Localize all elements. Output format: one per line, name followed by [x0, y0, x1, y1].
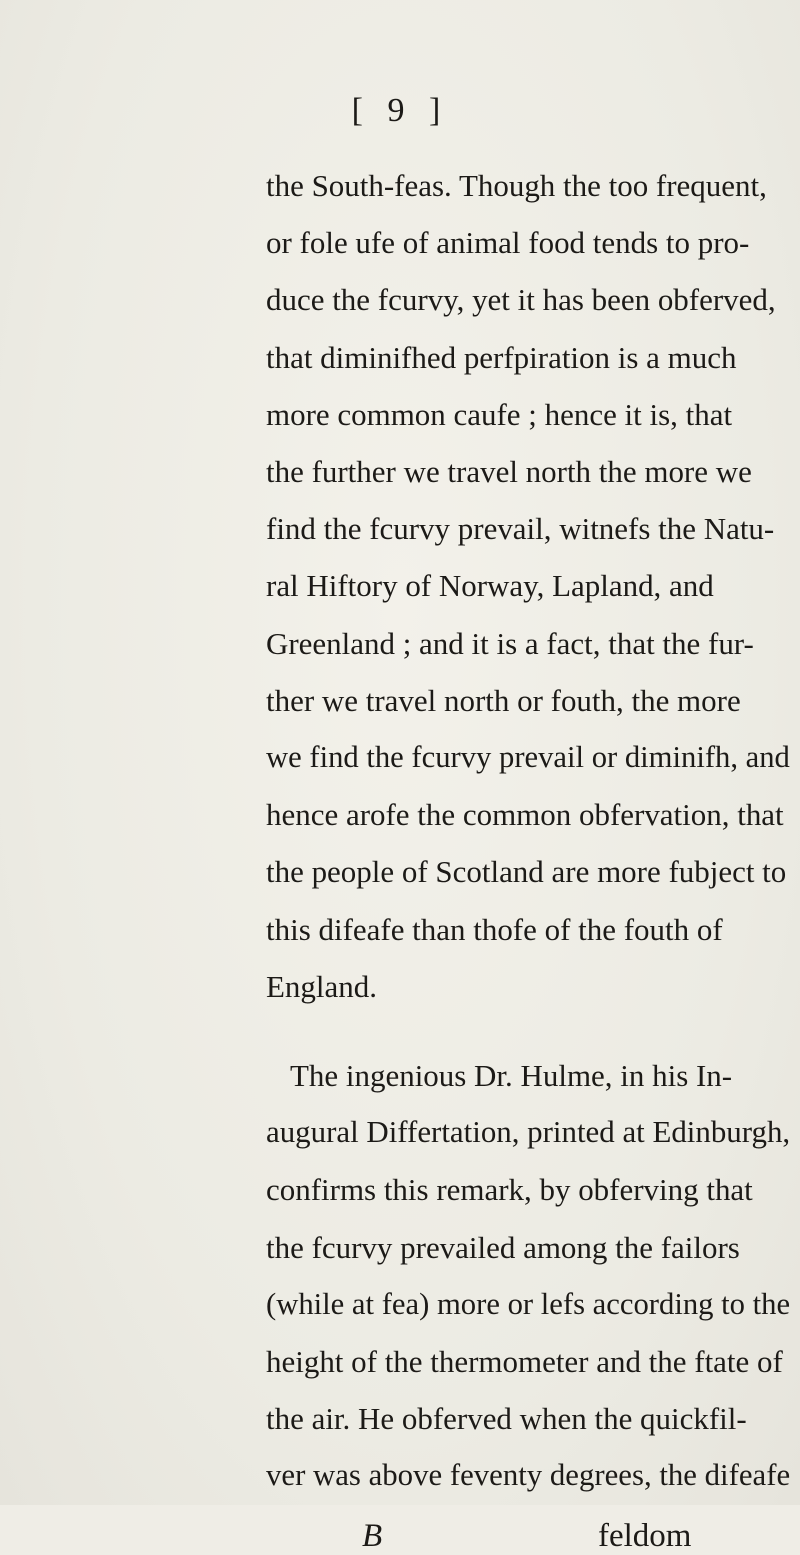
- text-line: this difeafe than thofe of the fouth of: [266, 911, 723, 947]
- text-line: or fole ufe of animal food tends to pro-: [266, 225, 750, 261]
- text-line: The ingenious Dr. Hulme, in his In-: [290, 1058, 733, 1093]
- text-line: we find the fcurvy prevail or diminifh, and: [266, 740, 790, 774]
- text-line: augural Differtation, printed at Edinburgh,: [266, 1114, 791, 1150]
- text-line: ther we travel north or fouth, the more: [266, 682, 741, 718]
- text-line: hence arofe the common obfervation, that: [266, 797, 784, 833]
- signature-mark: B: [362, 1517, 383, 1554]
- text-line: the air. He obferved when the quickfil-: [266, 1401, 747, 1437]
- text-line: find the fcurvy prevail, witnefs the Natu-: [266, 511, 775, 547]
- text-line: Greenland ; and it is a fact, that the fur-: [266, 625, 754, 661]
- text-line: England.: [266, 968, 377, 1004]
- text-line: (while at fea) more or lefs according to the: [266, 1286, 791, 1321]
- text-line: the further we travel north the more we: [266, 454, 752, 489]
- text-line: more common caufe ; hence it is, that: [266, 396, 733, 432]
- text-line: ral Hiftory of Norway, Lapland, and: [266, 568, 714, 604]
- text-line: the fcurvy prevailed among the failors: [266, 1229, 740, 1265]
- text-line: that diminifhed perfpiration is a much: [266, 339, 737, 375]
- text-line: duce the fcurvy, yet it has been obferved,: [266, 282, 776, 318]
- text-line: confirms this remark, by obferving that: [266, 1172, 753, 1208]
- page-number: [ 9 ]: [351, 92, 449, 129]
- text-line: the people of Scotland are more fubject to: [266, 854, 787, 890]
- text-line: ver was above feventy degrees, the difeafe: [266, 1458, 791, 1493]
- catchword: feldom: [598, 1517, 692, 1554]
- text-line: height of the thermometer and the ftate of: [266, 1344, 783, 1379]
- text-line: the South-feas. Though the too frequent,: [266, 168, 767, 203]
